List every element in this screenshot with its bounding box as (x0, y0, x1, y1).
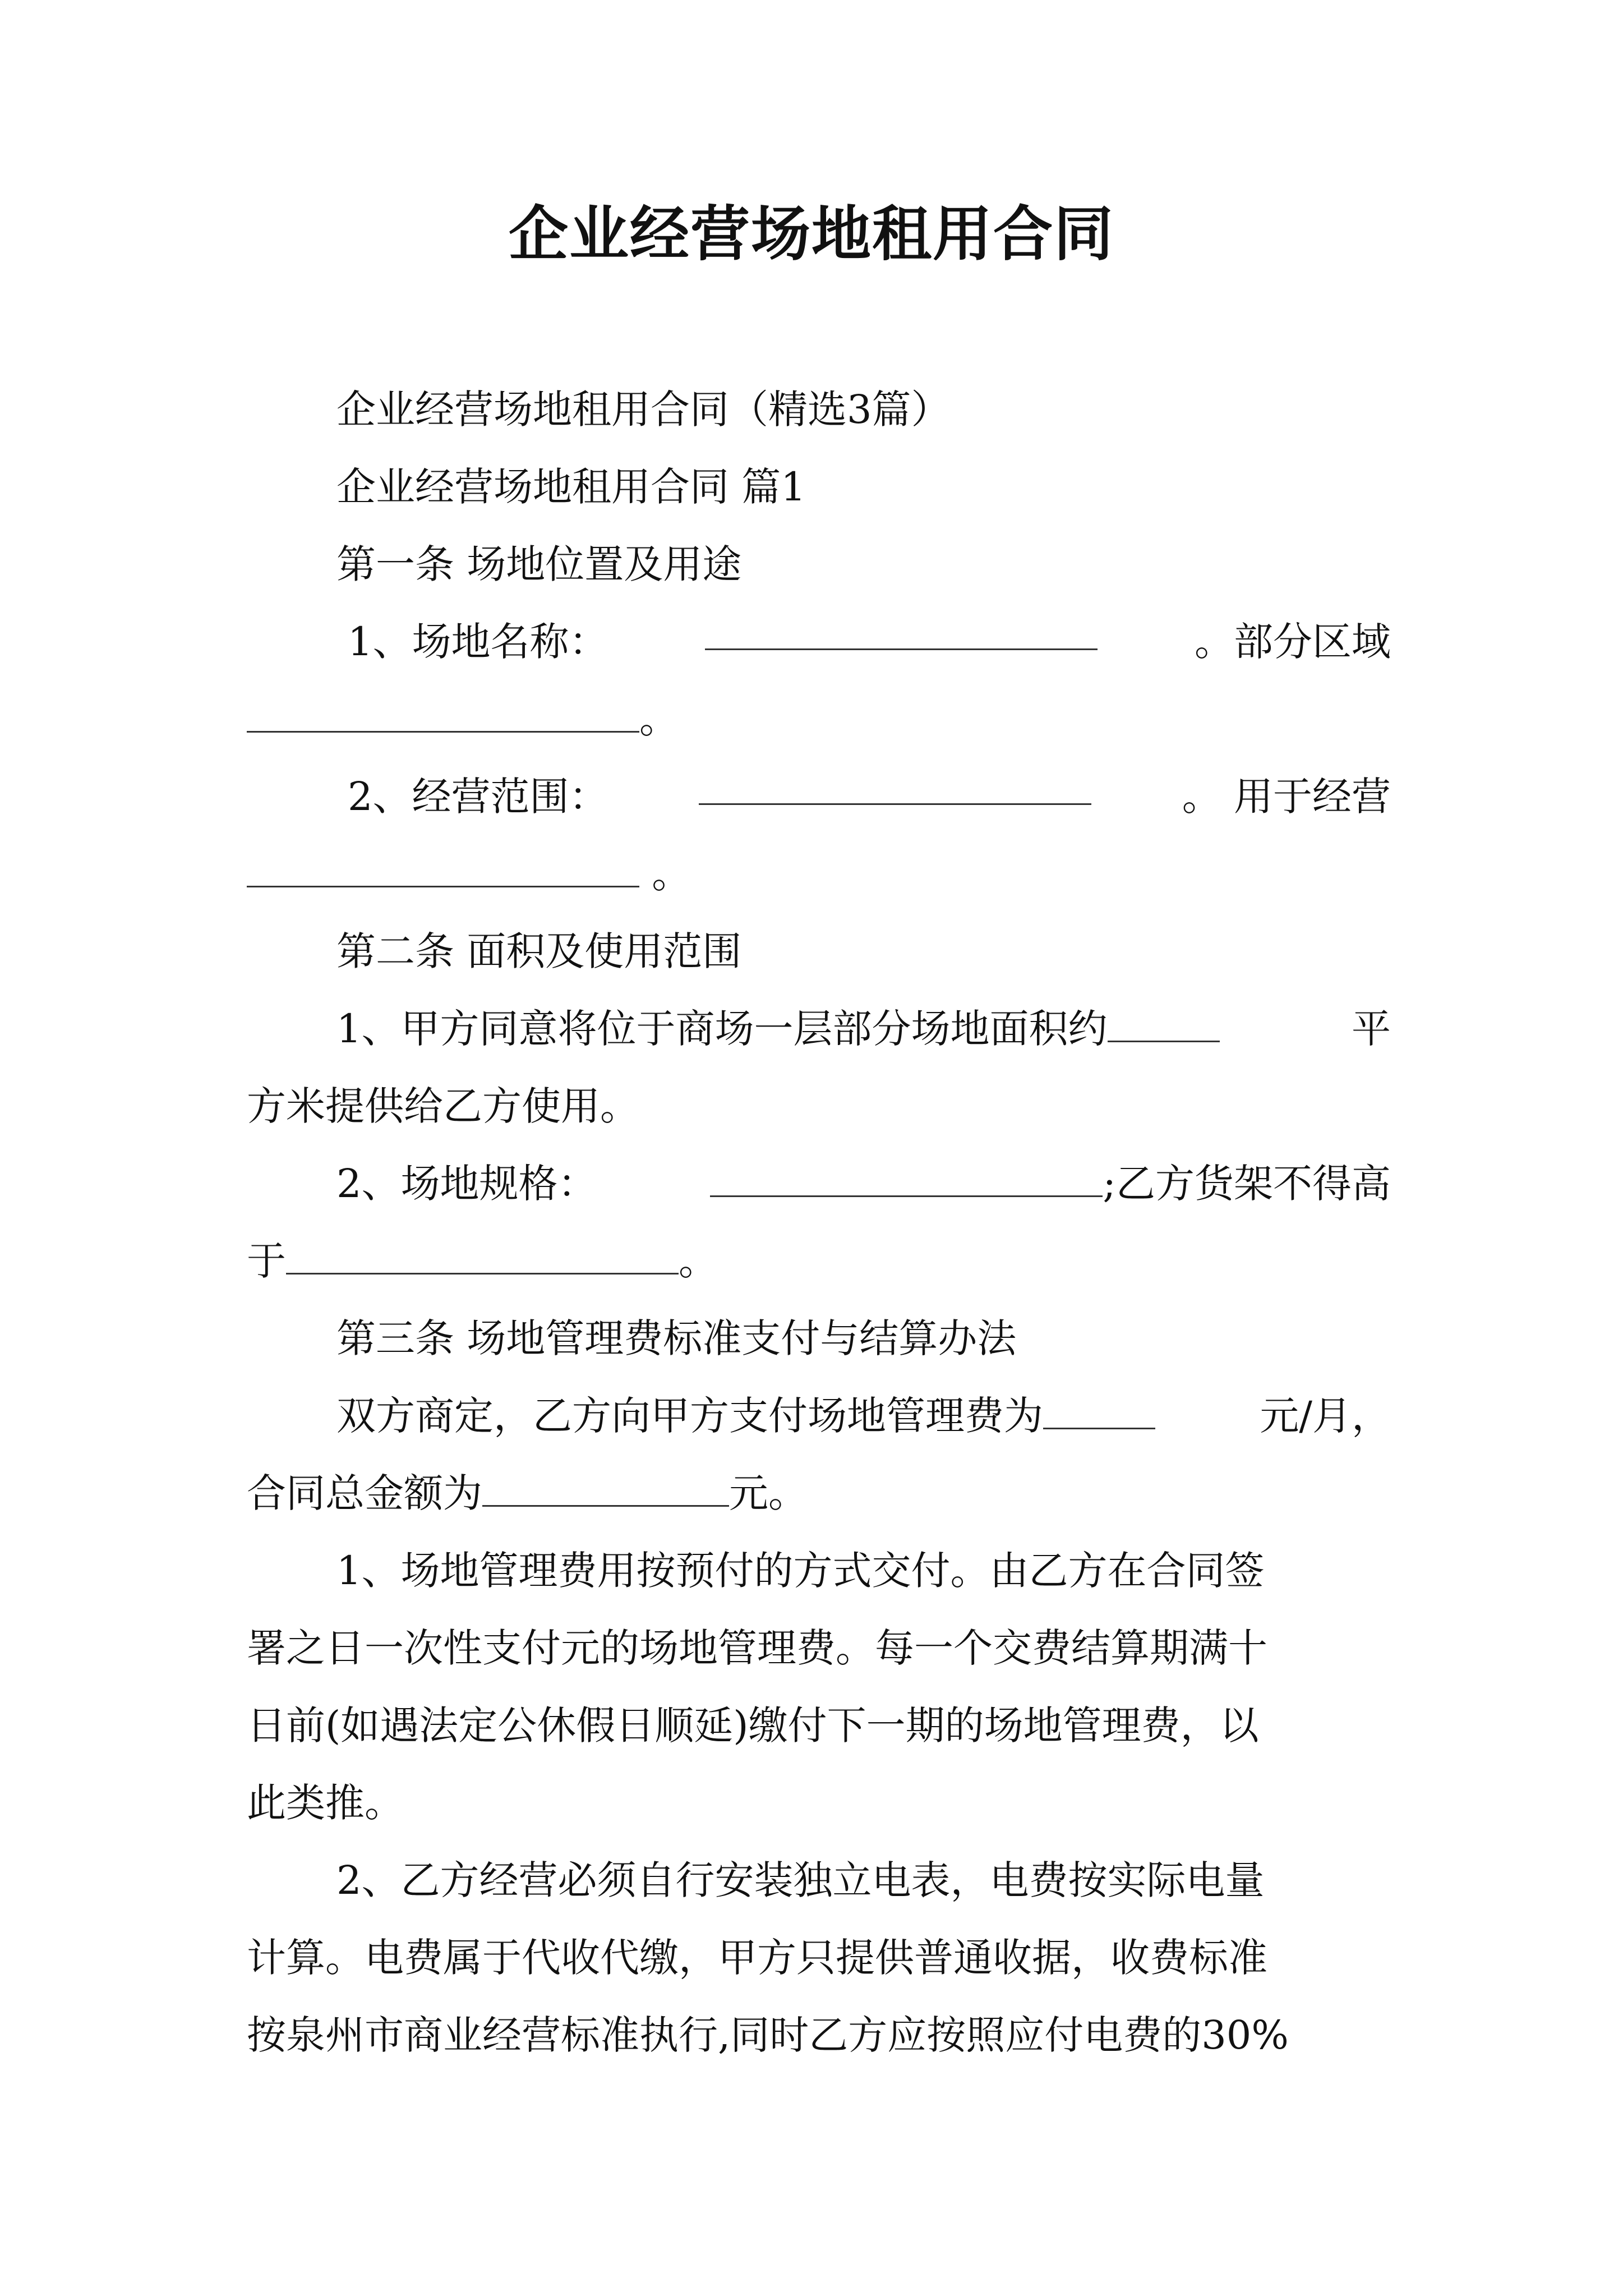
article2-item2-mid: ;乙方货架不得高 (1103, 1161, 1391, 1207)
article2-item2-line (336, 1156, 1391, 1212)
shelf-height-blank (286, 1238, 679, 1274)
article3-p2-line2: 署之日一次性支付元的场地管理费。每一个交费结算期满十 (247, 1625, 1267, 1671)
article1-item1-end: 。 (639, 696, 679, 742)
article1-item1-cont (247, 691, 679, 747)
monthly-fee-blank (1043, 1393, 1155, 1429)
article3-p1-line (336, 1388, 1391, 1444)
article3-p1-cont: 合同总金额为 元。 (247, 1470, 808, 1516)
article3-p1-start: 双方商定，乙方向甲方支付场地管理费为 (336, 1388, 1155, 1444)
venue-name-blank (705, 614, 1098, 650)
article3-p3-line3: 按泉州市商业经营标准执行,同时乙方应按照应付电费的30% (247, 2012, 1289, 2058)
article1-item1-mid: 。部分区域 (1194, 619, 1391, 665)
article2-item2-label: 2、场地规格： (336, 1161, 597, 1207)
article2-item2-cont: 于 。 (247, 1238, 718, 1284)
article2-item1-unit: 平 (1352, 1006, 1391, 1052)
subtitle: 企业经营场地租用合同（精选3篇） (336, 386, 951, 432)
business-scope-blank (699, 769, 1091, 805)
document-title: 企业经营场地租用合同 (509, 199, 1114, 269)
article3-p2-line3: 日前(如遇法定公休假日顺延)缴付下一期的场地管理费，以 (247, 1703, 1259, 1749)
venue-spec-blank (710, 1161, 1103, 1197)
article1-item1-label: 1、场地名称： (348, 619, 608, 665)
article3-p3-line2: 计算。电费属于代收代缴，甲方只提供普通收据，收费标准 (247, 1935, 1267, 1981)
article1-item2-line (348, 769, 1391, 825)
article3-p3-line1: 2、乙方经营必须自行安装独立电表，电费按实际电量 (336, 1857, 1265, 1903)
article1-heading: 第一条 场地位置及用途 (336, 541, 742, 587)
article2-heading: 第二条 面积及使用范围 (336, 928, 742, 974)
article1-item2-cont (247, 846, 691, 902)
article1-item2-end: 。 (652, 851, 691, 897)
area-region-blank (247, 696, 639, 733)
article2-item1-line (336, 1001, 1391, 1057)
article1-item2-mid: 。 用于经营 (1182, 774, 1391, 820)
area-size-blank (1108, 1006, 1220, 1042)
article2-item1-start: 1、甲方同意将位于商场一层部分场地面积约 (336, 1001, 1220, 1057)
business-use-blank (247, 851, 639, 887)
article3-heading: 第三条 场地管理费标准支付与结算办法 (336, 1315, 1017, 1361)
article3-p1-unit: 元/月， (1260, 1393, 1391, 1439)
part-heading: 企业经营场地租用合同 篇1 (336, 464, 806, 510)
article1-item2-label: 2、经营范围： (348, 774, 608, 820)
article3-p2-line1: 1、场地管理费用按预付的方式交付。由乙方在合同签 (336, 1548, 1265, 1594)
article2-item2-blank-wrap (710, 1156, 1391, 1212)
total-amount-blank (482, 1470, 729, 1507)
article1-item1-line (348, 614, 1391, 670)
article3-p2-line4: 此类推。 (247, 1780, 404, 1826)
article2-item1-cont: 方米提供给乙方使用。 (247, 1083, 639, 1129)
